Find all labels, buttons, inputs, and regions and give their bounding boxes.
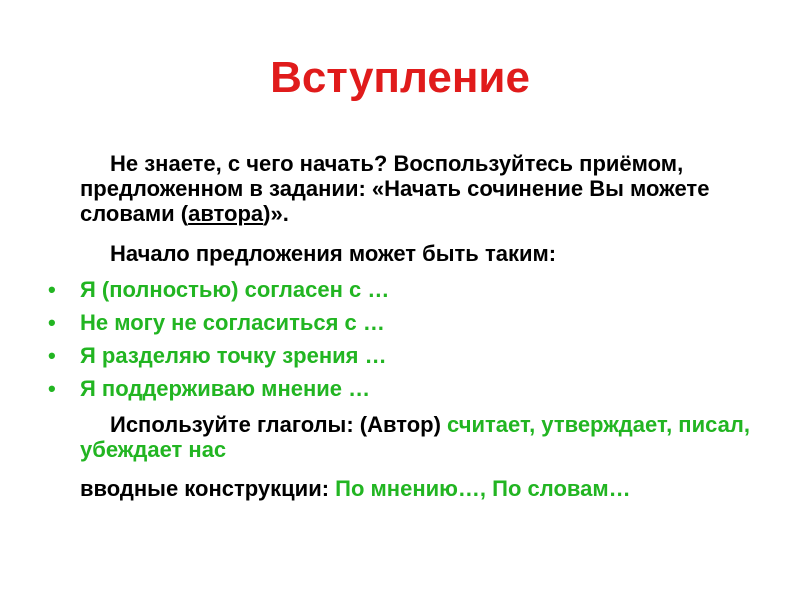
list-item-text: Я разделяю точку зрения … [80, 343, 387, 368]
list-item-text: Не могу не согласиться с … [80, 310, 385, 335]
verbs-label: Используйте глаголы: (Автор) [110, 412, 448, 437]
bullet-list [48, 277, 748, 409]
intro-paragraph [80, 151, 760, 226]
intro-constructions-values: По мнению…, По словам… [335, 476, 631, 501]
list-item-text: Я (полностью) согласен с … [80, 277, 390, 302]
bullet-icon: • [48, 376, 56, 401]
verbs-values: считает, утверждает, писал, убеждает нас [80, 412, 750, 462]
bullet-icon: • [48, 343, 56, 368]
list-item [48, 376, 748, 409]
intro-text-end: )». [263, 201, 289, 226]
intro-underlined-word: автора [188, 201, 264, 226]
bullet-icon: • [48, 310, 56, 335]
list-item [48, 343, 748, 376]
intro-constructions-label: вводные конструкции: [80, 476, 336, 501]
intro-constructions-paragraph [80, 476, 760, 501]
list-item [48, 277, 748, 310]
lead-paragraph: Начало предложения может быть таким: [110, 241, 557, 266]
intro-text-start: Не знаете, с чего начать? Воспользуйтесь приёмом, предложенном в задании: «Начать сочинение Вы можете словами ( [80, 151, 710, 226]
bullet-icon: • [48, 277, 56, 302]
list-item-text: Я поддерживаю мнение … [80, 376, 371, 401]
list-item [48, 310, 748, 343]
verbs-paragraph [80, 412, 760, 462]
slide-title: Вступление [270, 53, 530, 102]
